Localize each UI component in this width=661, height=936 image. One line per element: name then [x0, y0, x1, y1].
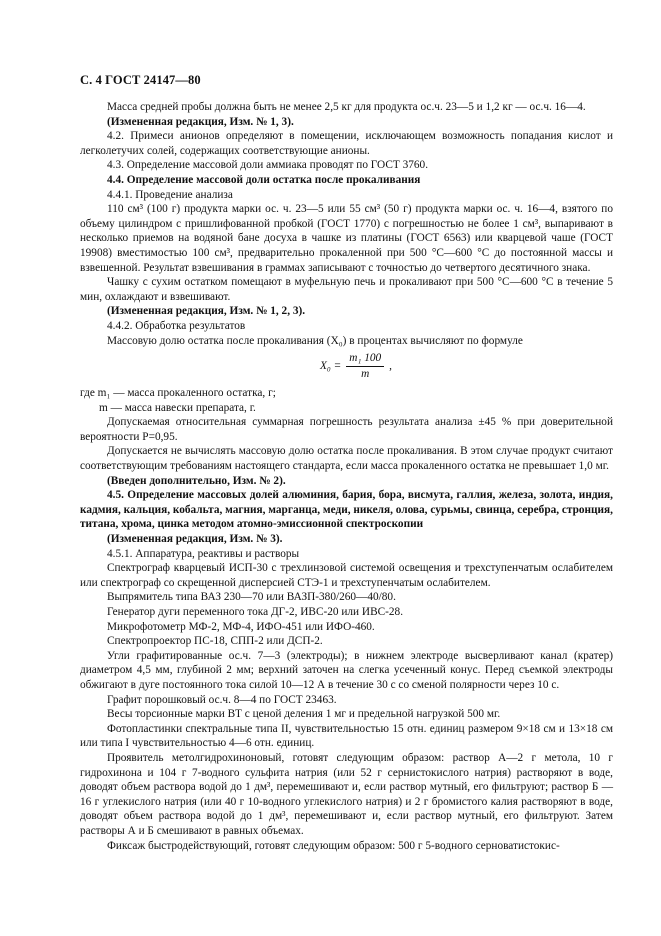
amendment-note: (Измененная редакция, Изм. № 3).	[107, 533, 283, 546]
paragraph-4-3: 4.3. Определение массовой доли аммиака проводят по ГОСТ 3760.	[107, 159, 429, 172]
paragraph-formula-intro: Массовую долю остатка после прокаливания (X₀) в процентах вычисляют по формуле	[107, 334, 523, 347]
paragraph-developer: Проявитель метолгидрохиноновый, готовят следующим образом: раствор А—2 г метола, 10 г гидрохинона и 104 г 7-водного сульфита натрия (или 52 г сернистокислого натрия) растворяют в воде, доводят объем раствора водой до 1 дм³, перемешивают и, если раствор мутный, его фильтруют; раствор Б — 16 г углекислого натрия (или 40 г 10-водного углекислого натрия) и 2 г бромистого калия растворяют в воде, доводят объем раствора водой до 1 дм³, перемешивают и, если раствор мутный, его фильтруют. Затем растворы А и Б смешивают в равных объемах.	[80, 751, 613, 837]
paragraph-scales: Весы торсионные марки ВТ с ценой деления 1 мг и предельной нагрузкой 500 мг.	[107, 708, 501, 721]
formula-legend-m1: где m₁ — масса прокаленного остатка, г;	[80, 387, 276, 400]
amendment-note: (Измененная редакция, Изм. № 1, 3).	[107, 115, 294, 128]
amendment-note: (Измененная редакция, Изм. № 1, 2, 3).	[107, 305, 306, 318]
paragraph-spectrograph: Спектрограф кварцевый ИСП-30 с трехлинзовой системой освещения и трехступенчатым ослабителем или спектрограф со скрещенной дисперсией СТЭ-1 и трехступенчатым ослабителем.	[80, 562, 613, 589]
page-header: С. 4 ГОСТ 24147—80	[80, 73, 201, 87]
paragraph-fixer: Фиксаж быстродействующий, готовят следующим образом: 500 г 5-водного серноватистокис-	[107, 839, 560, 852]
subsection-4-4-1: 4.4.1. Проведение анализа	[107, 188, 233, 201]
paragraph-sample-mass: Масса средней пробы должна быть не менее 2,5 кг для продукта ос.ч. 23—5 и 1,2 кг — ос.ч. 16—4.	[107, 101, 586, 113]
formula	[80, 348, 613, 386]
paragraph-graphite: Графит порошковый ос.ч. 8—4 по ГОСТ 23463.	[107, 693, 337, 706]
formula-legend-m: m — масса навески препарата, г.	[99, 401, 256, 414]
formula-numerator: m₁ 100	[346, 352, 384, 367]
paragraph-4-2: 4.2. Примеси анионов определяют в помещении, исключающем возможность попадания кислот и легколетучих солей, содержащих соответствующие анионы.	[80, 130, 613, 157]
amendment-note: (Введен дополнительно, Изм. № 2).	[107, 474, 286, 487]
paragraph-generator: Генератор дуги переменного тока ДГ-2, ИВС-20 или ИВС-28.	[107, 606, 404, 618]
formula-lhs: X₀ =	[320, 360, 342, 373]
paragraph-rectifier: Выпрямитель типа ВАЗ 230—70 или ВАЗП-380/260—40/80.	[107, 591, 396, 604]
paragraph-electrodes: Угли графитированные ос.ч. 7—3 (электроды); в нижнем электроде высверливают канал (кратер) диаметром 4,5 мм, глубиной 2 мм; верхний заточен на слегка усеченный конус. Перед съемкой электроды обжигают в дуге постоянного тока силой 10—12 А в течение 30 с со сменой полярности через 10 с.	[80, 649, 613, 691]
paragraph-calcination: Чашку с сухим остатком помещают в муфельную печь и прокаливают при 500 °С—600 °С в течение 5 мин, охлаждают и взвешивают.	[80, 276, 613, 303]
paragraph-microphotometer: Микрофотометр МФ-2, МФ-4, ИФО-451 или ИФО-460.	[107, 620, 375, 633]
page-content	[80, 100, 613, 853]
formula-denominator: m	[361, 368, 370, 381]
paragraph-allowance: Допускается не вычислять массовую долю остатка после прокаливания. В этом случае продукт считают соответствующим требованиям настоящего стандарта, если масса прокаленного остатка не превышает 1,0 мг.	[80, 445, 613, 473]
subsection-4-5-1: 4.5.1. Аппаратура, реактивы и растворы	[107, 547, 300, 560]
paragraph-error: Допускаемая относительная суммарная погрешность результата анализа ±45 % при доверительной вероятности P=0,95.	[80, 416, 613, 443]
formula-fraction	[346, 352, 384, 381]
section-heading-4-5: 4.5. Определение массовых долей алюминия, бария, бора, висмута, галлия, железа, золота, индия, кадмия, кальция, кобальта, магния, марганца, меди, никеля, олова, сурьмы, свинца, серебра, стронция, титана, хрома, цинка методом атомно-эмиссионной спектроскопии	[80, 489, 613, 531]
paragraph-spectroprojector: Спектропроектор ПС-18, СПП-2 или ДСП-2.	[107, 635, 323, 648]
section-heading-4-4: 4.4. Определение массовой доли остатка после прокаливания	[107, 173, 421, 186]
formula-tail: ,	[389, 360, 392, 373]
paragraph-analysis-procedure: 110 см³ (100 г) продукта марки ос. ч. 23—5 или 55 см³ (50 г) продукта марки ос. ч. 16—4, взятого по объему цилиндром с пришлифованной пробкой (ГОСТ 1770) с погрешностью не более 1 см³, выпаривают в несколько приемов на водяной бане досуха в чашке из платины (ГОСТ 6563) или кварцевой чаше (ГОСТ 19908) вместимостью 100 см³, предварительно прокаленной при 500 °С—600 °С до постоянной массы и взвешенной. Результат взвешивания в граммах записывают с точностью до четвертого десятичного знака.	[80, 203, 613, 274]
subsection-4-4-2: 4.4.2. Обработка результатов	[107, 319, 246, 332]
paragraph-photoplates: Фотопластинки спектральные типа II, чувствительностью 15 отн. единиц размером 9×18 см и 13×18 см или типа I чувствительностью 4—6 отн. единиц.	[80, 722, 613, 750]
